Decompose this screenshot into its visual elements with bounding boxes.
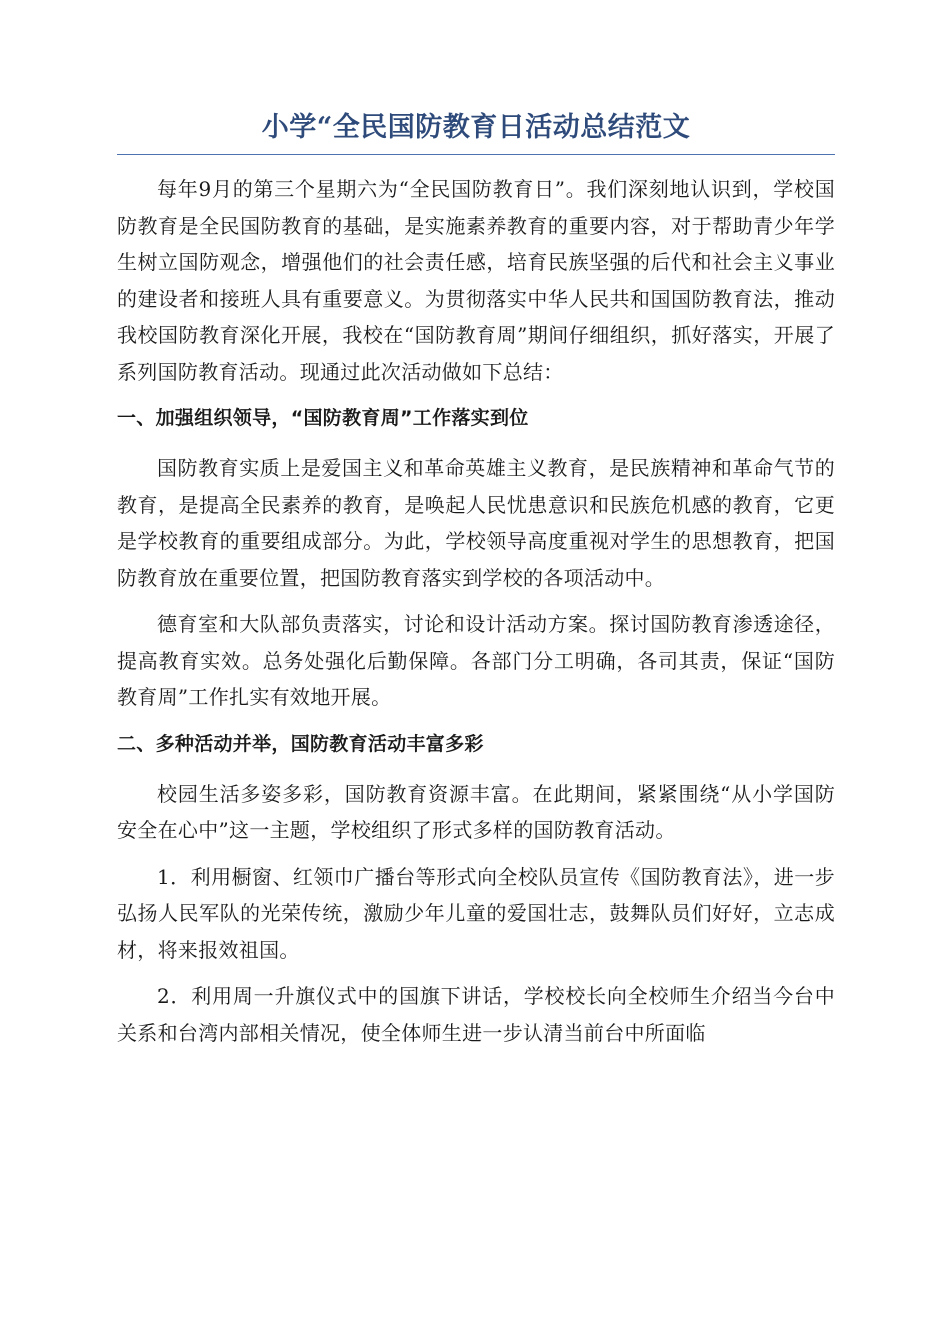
- document-body: [117, 171, 835, 1051]
- body-paragraph: 1．利用橱窗、红领巾广播台等形式向全校队员宣传《国防教育法》，进一步弘扬人民军队的光荣传统，激励少年儿童的爱国壮志，鼓舞队员们好好，立志成材，将来报效祖国。: [117, 864, 835, 962]
- body-paragraph: 国防教育实质上是爱国主义和革命英雄主义教育，是民族精神和革命气节的教育，是提高全民素养的教育，是唤起人民忧患意识和民族危机感的教育，它更是学校教育的重要组成部分。为此，学校领导高度重视对学生的思想教育，把国防教育放在重要位置，把国防教育落实到学校的各项活动中。: [117, 456, 835, 590]
- body-paragraph: 校园生活多姿多彩，国防教育资源丰富。在此期间，紧紧围绕“从小学国防安全在心中”这一主题，学校组织了形式多样的国防教育活动。: [117, 781, 835, 842]
- body-paragraph: 每年9月的第三个星期六为“全民国防教育日”。我们深刻地认识到，学校国防教育是全民国防教育的基础，是实施素养教育的重要内容，对于帮助青少年学生树立国防观念，增强他们的社会责任感，培育民族坚强的后代和社会主义事业的建设者和接班人具有重要意义。为贯彻落实中华人民共和国国防教育法，推动我校国防教育深化开展，我校在“国防教育周”期间仔细组织，抓好落实，开展了系列国防教育活动。现通过此次活动做如下总结：: [117, 177, 835, 384]
- section-heading: 一、加强组织领导，“国防教育周”工作落实到位: [117, 407, 529, 429]
- body-paragraph: 2．利用周一升旗仪式中的国旗下讲话，学校校长向全校师生介绍当今台中关系和台湾内部相关情况，使全体师生进一步认清当前台中所面临: [117, 984, 835, 1045]
- document-title: 小学“全民国防教育日活动总结范文: [117, 108, 835, 155]
- document-page: [117, 108, 835, 1061]
- body-paragraph: 德育室和大队部负责落实，讨论和设计活动方案。探讨国防教育渗透途径，提高教育实效。总务处强化后勤保障。各部门分工明确，各司其责，保证“国防教育周”工作扎实有效地开展。: [117, 612, 835, 709]
- section-heading: 二、多种活动并举，国防教育活动丰富多彩: [117, 732, 484, 755]
